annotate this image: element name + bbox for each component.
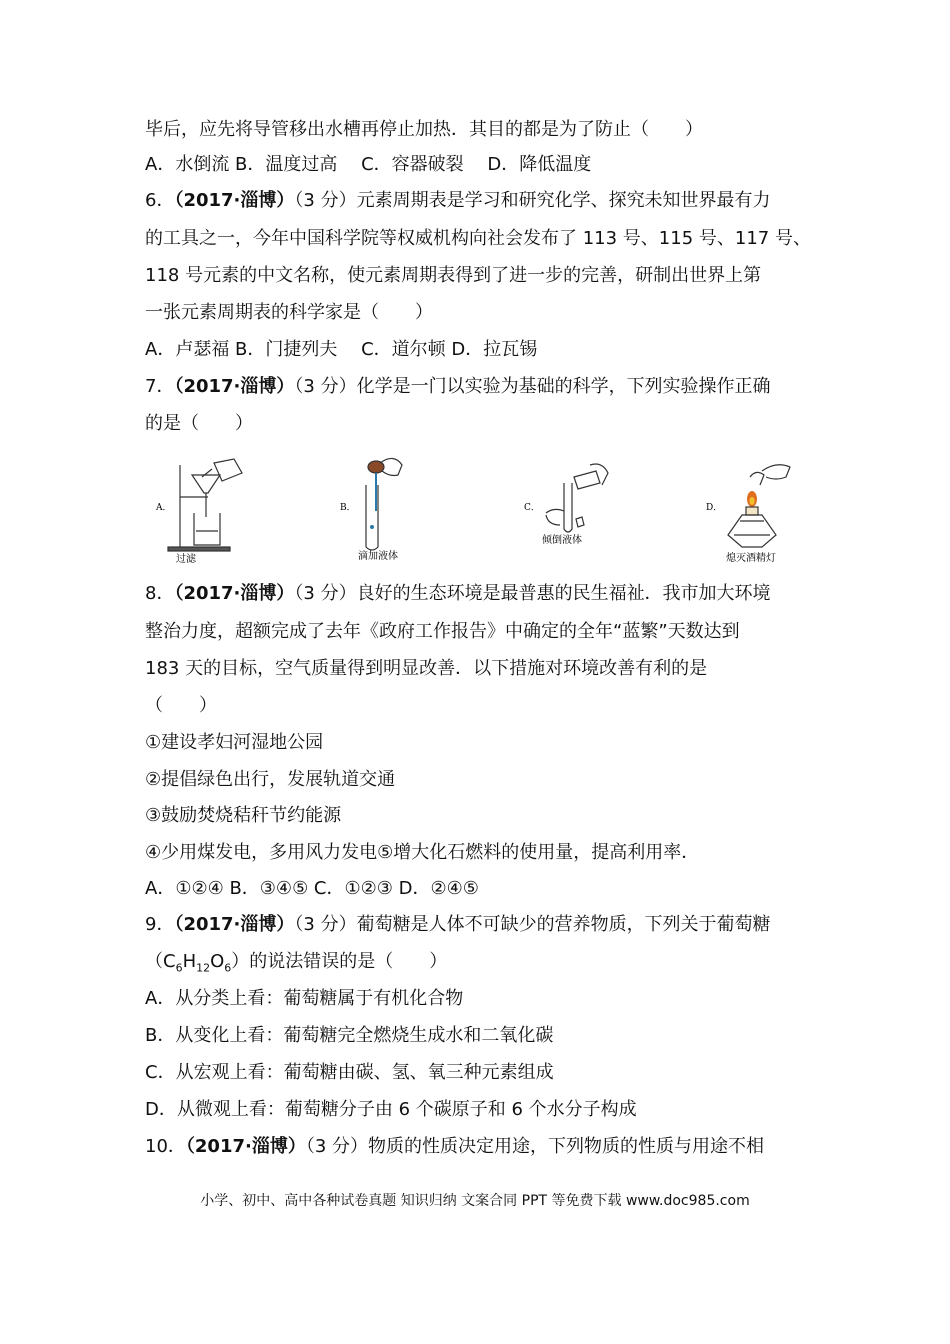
question-number: 6． — [145, 190, 175, 211]
question-text: （3 分）良好的生态环境是最普惠的民生福祉．我市加大环境 — [294, 583, 771, 604]
question-text: ）的说法错误的是（ ） — [231, 951, 448, 972]
alcohol-lamp-illustration — [728, 465, 790, 547]
question-source: （2017·淄博） — [174, 914, 295, 935]
question-number: 8． — [145, 583, 175, 604]
formula-open: （C — [145, 951, 176, 972]
option-d-caption: 熄灭酒精灯 — [726, 553, 776, 564]
q8-options: A．①②④ B．③④⑤ C．①②③ D．②④⑤ — [145, 878, 479, 899]
question-source: （2017·淄博） — [185, 1136, 306, 1157]
dropper-illustration — [366, 458, 402, 550]
option-b-caption: 滴加液体 — [358, 551, 398, 562]
q10-line1 — [145, 1135, 764, 1159]
q6-line2: 的工具之一，今年中国科学院等权威机构向社会发布了 113 号、115 号、117 号、 — [145, 228, 811, 249]
pouring-illustration — [546, 464, 608, 532]
q6-line1 — [145, 189, 771, 213]
q8-item-2: ②提倡绿色出行，发展轨道交通 — [145, 769, 396, 790]
option-c-caption: 倾倒液体 — [542, 535, 582, 546]
q8-line3: 183 天的目标，空气质量得到明显改善．以下措施对环境改善有利的是 — [145, 658, 708, 679]
q8-item-4: ④少用煤发电，多用风力发电⑤增大化石燃料的使用量，提高利用率． — [145, 842, 700, 863]
q9-option-d: D．从微观上看：葡萄糖分子由 6 个碳原子和 6 个水分子构成 — [145, 1099, 637, 1120]
option-a-letter: A． — [156, 503, 172, 513]
subscript: 6 — [175, 961, 183, 975]
q7-line1 — [145, 375, 771, 399]
question-text: （3 分）葡萄糖是人体不可缺少的营养物质，下列关于葡萄糖 — [294, 914, 771, 935]
formula-h: H — [182, 951, 197, 972]
q8-item-3: ③鼓励焚烧秸秆节约能源 — [145, 805, 342, 826]
question-text: （3 分）元素周期表是学习和研究化学、探究未知世界最有力 — [294, 190, 771, 211]
q8-line4: （ ） — [145, 695, 217, 716]
subscript: 12 — [196, 961, 211, 975]
formula-o: O — [210, 951, 225, 972]
q9-option-b: B．从变化上看：葡萄糖完全燃烧生成水和二氧化碳 — [145, 1025, 554, 1046]
q5-stem-tail: 毕后，应先将导管移出水槽再停止加热．其目的都是为了防止（ ） — [145, 119, 703, 140]
question-text: （3 分）化学是一门以实验为基础的科学，下列实验操作正确 — [294, 376, 771, 397]
q8-item-1: ①建设孝妇河湿地公园 — [145, 732, 324, 753]
option-c-letter: C． — [524, 503, 540, 513]
q5-options: A．水倒流 B．温度过高 C．容器破裂 D．降低温度 — [145, 154, 592, 175]
footer-watermark-text: 小学、初中、高中各种试卷真题 知识归纳 文案合同 PPT 等免费下载 www.doc985.com — [200, 1193, 750, 1209]
q8-line2: 整治力度，超额完成了去年《政府工作报告》中确定的全年“蓝繁”天数达到 — [145, 621, 740, 642]
subscript: 6 — [224, 961, 232, 975]
q6-line4: 一张元素周期表的科学家是（ ） — [145, 302, 433, 323]
question-text: （3 分）物质的性质决定用途，下列物质的性质与用途不相 — [305, 1136, 765, 1157]
q6-line3: 118 号元素的中文名称，使元素周期表得到了进一步的完善，研制出世界上第 — [145, 265, 762, 286]
question-number: 9． — [145, 914, 175, 935]
q9-line2 — [145, 950, 447, 981]
option-b-letter: B． — [340, 503, 356, 513]
question-source: （2017·淄博） — [174, 190, 295, 211]
q7-line2: 的是（ ） — [145, 413, 253, 434]
question-number: 7． — [145, 376, 175, 397]
lab-operations-figure — [150, 455, 810, 565]
question-number: 10． — [145, 1136, 186, 1157]
q8-line1 — [145, 582, 771, 606]
option-d-letter: D． — [706, 503, 723, 513]
q6-options: A．卢瑟福 B．门捷列夫 C．道尔顿 D．拉瓦锡 — [145, 339, 538, 360]
option-a-caption: 过滤 — [176, 554, 196, 565]
question-source: （2017·淄博） — [174, 583, 295, 604]
q9-option-a: A．从分类上看：葡萄糖属于有机化合物 — [145, 988, 464, 1009]
q9-option-c: C．从宏观上看：葡萄糖由碳、氢、氧三种元素组成 — [145, 1062, 554, 1083]
q9-line1 — [145, 913, 771, 937]
question-source: （2017·淄博） — [174, 376, 295, 397]
filtration-illustration — [168, 459, 242, 551]
